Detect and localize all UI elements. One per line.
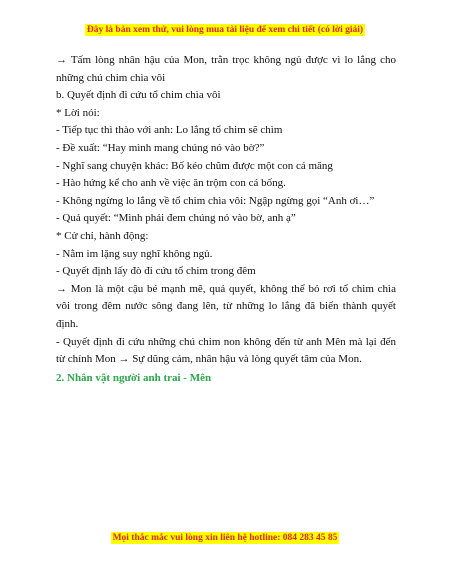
paragraph: b. Quyết định đi cứu tổ chim chìa vôi (56, 89, 221, 102)
preview-notice-banner (0, 25, 450, 35)
hotline-text: Mọi thắc mắc vui lòng xin liên hệ hotline: 084 283 45 85 (112, 533, 338, 543)
section-heading: 2. Nhân vật người anh trai - Mên (56, 372, 212, 384)
hotline-banner (0, 533, 450, 543)
paragraph: - Quyết định lấy đò đi cứu tổ chim trong đêm (56, 265, 256, 278)
paragraph: - Không ngừng lo lắng về tổ chim chìa vôi: Ngập ngừng gọi “Anh ơi…” (56, 194, 375, 207)
paragraph: → Tấm lòng nhân hậu của Mon, trằn trọc không ngủ được vì lo lắng cho những chú chim chìa vôi (56, 54, 396, 84)
paragraph: * Cử chỉ, hành động: (56, 229, 149, 242)
paragraph: - Nghĩ sang chuyện khác: Bố kéo chũm được một con cá măng (56, 159, 333, 172)
paragraph: - Nằm im lặng suy nghĩ không ngủ. (56, 247, 213, 260)
paragraph: - Quả quyết: “Mình phải đem chúng nó vào bờ, anh ạ” (56, 212, 296, 225)
paragraph: * Lời nói: (56, 106, 100, 119)
preview-notice-text: Đây là bản xem thử, vui lòng mua tài liệu để xem chi tiết (có lời giải) (86, 25, 364, 35)
paragraph: - Tiếp tục thì thào với anh: Lo lắng tổ chim sẽ chìm (56, 124, 283, 137)
paragraph: - Quyết định đi cứu những chú chim non không đến từ anh Mên mà lại đến từ chính Mon → Sự dũng cảm, nhân hậu và lòng quyết tâm của Mon. (56, 335, 396, 366)
document-body (56, 52, 396, 369)
paragraph: → Mon là một cậu bé mạnh mẽ, quả quyết, không thể bỏ rơi tổ chim chìa vôi trong đêm nước sông đang lên, từ những lo lắng đã biến thành quyết định. (56, 282, 396, 330)
paragraph: - Hào hứng kể cho anh về việc ăn trộm con cá bống. (56, 177, 286, 190)
paragraph: - Đề xuất: “Hay mình mang chúng nó vào bờ?” (56, 141, 265, 154)
